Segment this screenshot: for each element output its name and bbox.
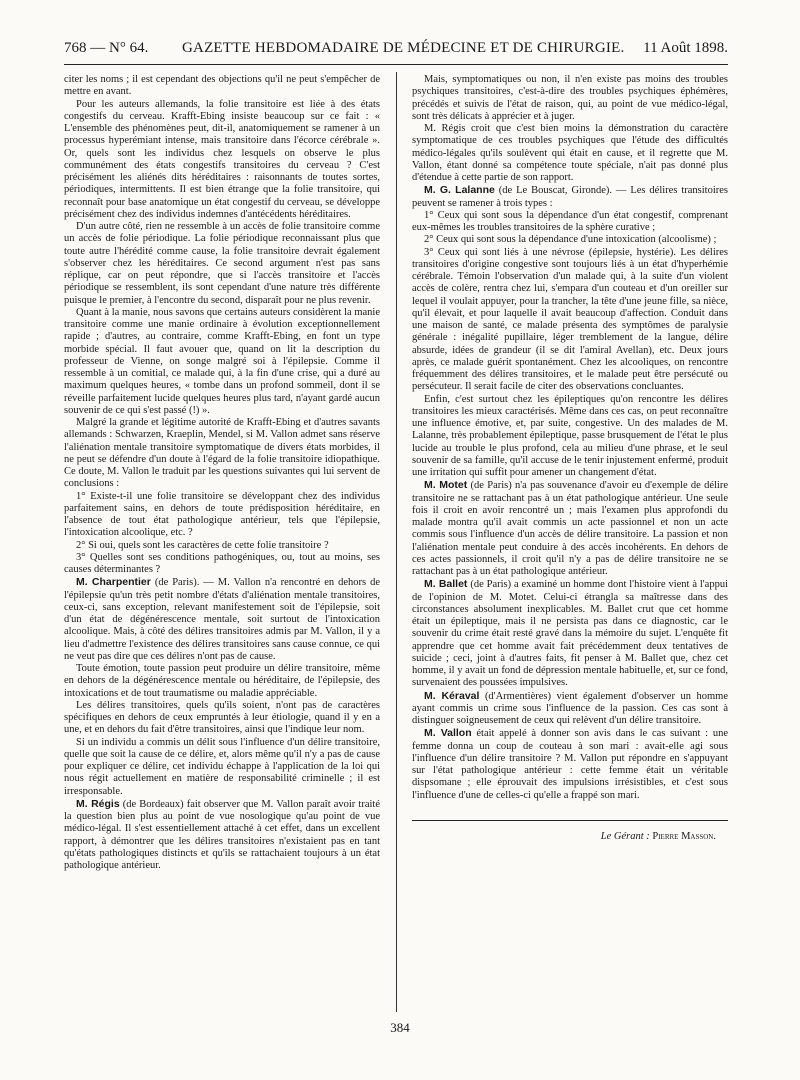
- paragraph: [412, 479, 728, 578]
- speaker-name: M. Régis: [76, 797, 120, 810]
- speaker-name: M. Ballet: [424, 578, 468, 591]
- list-item: [64, 540, 380, 552]
- issue-date: 11 Août 1898.: [643, 40, 728, 56]
- paragraph: [64, 663, 380, 700]
- paragraph-text: Les délires transitoires, quels qu'ils soient, n'ont pas de caractères spécifiques en dehors de ceux empruntés à leur étiologie, quand il y en a une, et en dehors du fait d'être transitoires, ainsi que l'indique leur nom.: [64, 699, 380, 736]
- paragraph: [412, 74, 728, 123]
- paragraph: [412, 578, 728, 689]
- paragraph-text: Pour les auteurs allemands, la folie transitoire est liée à des états congestifs du cerveau. Krafft-Ebing insiste beaucoup sur ce fait : « L'ensemble des phénomènes peut, dit-il, anatomiquement se ramener à un processus hyperémiant intense, mais transitoire dans l'écorce cérébrale ». Or, quels sont les individus chez lesquels on observe le plus communément des états congestifs transitoires du cerveau ? C'est précisément les aliénés dits héréditaires : raisonnants de toutes sortes, périodiques, intermittents. Il est bien étrange que la folie transitoire, qui reconnaît pour base anatomique un état congestif du cerveau, se développe précisément chez des individus indemnes d'antécédents héréditaires.: [64, 98, 380, 220]
- paragraph-text: D'un autre côté, rien ne ressemble à un accès de folie transitoire comme un accès de folie périodique. La folie périodique reconnaissant plus que toute autre l'hérédité comme cause, la folie transitoire devrait également s'observer chez les héréditaires. Ce second argument n'est pas sans réplique, car on peut répondre, que si l'accès transitoire et l'accès périodique se ressemblent, ils sont cependant d'une nature très différente puisque le premier, à l'encontre du second, disparaît pour ne plus revenir.: [64, 221, 380, 306]
- speaker-name: M. Kéraval: [424, 689, 480, 702]
- paragraph: [412, 123, 728, 184]
- paragraph: [64, 700, 380, 737]
- paragraph-text: Toute émotion, toute passion peut produire un délire transitoire, même en dehors de la dégénérescence mentale ou héréditaire, de l'épilepsie, des intoxications et de tout traumatisme ou maladie appréciable.: [64, 663, 380, 699]
- list-item: [412, 247, 728, 394]
- paragraph-text: (de Paris) n'a pas souvenance d'avoir eu d'exemple de délire transitoire ne se rattachant pas à un état pathologique antérieur. Une seule fois il croit en avoir rencontré un ; mais l'examen plus approfondi du malade montra qu'il avait commis un acte passionnel et non un acte commis sous l'influence d'un accès de délire transitoire. La passion et non l'aliénation mentale peut conduire à des accès incohérents. En dehors de ces actes passionnels, il croit qu'il n'y a pas de délire transitoire ne se rattachant pas à un état pathologique antérieur.: [412, 480, 729, 577]
- manager-signature: [412, 831, 728, 843]
- paragraph: [64, 307, 380, 417]
- paragraph-text: Quant à la manie, nous savons que certains auteurs considèrent la manie transitoire comme une manie ordinaire à évolution exceptionnellement rapide ; d'autres, au contraire, comme Krafft-Ebing, en font un type morbide spécial. Il faut avouer que, quand on lit la description du professeur de Vienne, on songe malgré soi à l'épilepsie. Comme il ressemble à un comitial, ce malade qui, à la fin d'une crise, qui a duré au maximum quelques heures, « tombe dans un profond sommeil, dont il se réveille parfaitement lucide quelques heures plus tard, n'ayant gardé aucun souvenir de ce qui s'est passé (!) ».: [64, 306, 380, 416]
- end-rule: [412, 820, 728, 821]
- paragraph: [64, 798, 380, 873]
- paragraph: [412, 727, 728, 802]
- paragraph-text: était appelé à donner son avis dans le cas suivant : une femme donna un coup de couteau à son mari : avait-elle agi sous l'influence d'un délire transitoire ? M. Vallon put répondre en s'appuyant sur l'état pathologique antérieur : cette femme était un véritable dispsomane ; elle éprouvait des impulsions irrésistibles, et c'est sous l'influence d'une de celles-ci qu'elle a frappé son mari.: [412, 728, 728, 801]
- paragraph: [64, 221, 380, 307]
- paragraph: [412, 690, 728, 728]
- list-item: [412, 234, 728, 246]
- running-header: [64, 38, 728, 65]
- paragraph-text: citer les noms ; il est cependant des objections qu'il ne peut s'empêcher de mettre en avant.: [64, 74, 380, 98]
- paragraph-text: 1° Existe-t-il une folie transitoire se développant chez des individus parfaitement sains, en dehors de toute prédisposition héréditaire, en l'absence de tout état pathologique antérieur, tels que l'épilepsie, l'intoxication alcoolique, etc. ?: [64, 490, 380, 539]
- paragraph-text: M. Régis croit que c'est bien moins la démonstration du caractère symptomatique de ces troubles psychiques que l'étude des difficultés médico-légales qu'ils soulèvent qui était en cause, et il regrette que M. Vallon, étant donné sa compétence toute spéciale, n'ait pas donné plus d'étendue à cette partie de son rapport.: [412, 123, 728, 183]
- list-item: [412, 210, 728, 235]
- column-divider: [396, 72, 397, 1012]
- paragraph-text: Malgré la grande et légitime autorité de Krafft-Ebing et d'autres savants allemands : Schwarzen, Kraeplin, Mendel, si M. Vallon admet sans réserve l'aliénation mentale transitoire symptomatique de divers états morbides, il ne peut se défendre d'un doute à l'égard de la folie transitoire idiopathique. Ce doute, M. Vallon le traduit par les questions suivantes qui lui servent de conclusions :: [64, 417, 380, 490]
- paragraph: [64, 737, 380, 798]
- signature-label: Le Gérant :: [600, 830, 653, 842]
- paragraph-text: (de Le Bouscat, Gironde). — Les délires transitoires peuvent se ramener à trois types :: [412, 185, 728, 209]
- paragraph: [64, 99, 380, 222]
- paragraph: [412, 394, 728, 480]
- speaker-name: M. Vallon: [424, 727, 472, 740]
- speaker-name: M. Motet: [424, 479, 468, 492]
- paragraph: [64, 576, 380, 663]
- journal-title: GAZETTE HEBDOMADAIRE DE MÉDECINE ET DE CHIRURGIE.: [182, 40, 625, 56]
- list-item: [64, 552, 380, 577]
- left-column: [64, 74, 380, 872]
- paragraph-text: Si un individu a commis un délit sous l'influence d'un délire transitoire, quelle que soit la cause de ce délire, et, alors même qu'il n'y a pas de cause pour expliquer ce délire, cet individu échappe à l'application de la loi qui nous régit actuellement en matière de responsabilité criminelle ; il est irresponsable.: [64, 736, 380, 797]
- paragraph-text: (de Paris). — M. Vallon n'a rencontré en dehors de l'épilepsie qu'un très petit nombre d'états d'aliénation mentale transitoires, ceux-ci, sans exception, relevant manifestement soit de l'épilepsie, soit d'un état de dégénérescence mentale, soit surtout de l'intoxication alcoolique. Mais, à côté des délires transitoires admis par M. Vallon, il y a lieu d'admettre l'existence des délires transitoires sans cause connue, ce qui ne veut pas dire que ces délires n'ont pas de cause.: [64, 577, 380, 662]
- signature-name: Pierre Masson.: [652, 830, 716, 842]
- paragraph-text: 3° Quelles sont ses conditions pathogéniques, ou, tout au moins, ses causes déterminantes ?: [64, 551, 380, 575]
- paragraph: [412, 184, 728, 210]
- paragraph-text: (de Bordeaux) fait observer que M. Vallon paraît avoir traité la question bien plus au point de vue nosologique qu'au point de vue médico-légal. Il s'est essentiellement attaché à cet effet, dans un excellent rapport, à démontrer que les délires transitoires n'existaient pas en tant qu'états pathologiques distincts et qu'ils se rattachaient toujours à un état pathologique antérieur.: [64, 798, 380, 871]
- paragraph: [64, 417, 380, 491]
- list-item: [64, 491, 380, 540]
- paragraph-text: (d'Armentières) vient également d'observer un homme ayant commis un crime sous l'influence de la passion. Ces cas sont à distinguer soigneusement de ceux qui relèvent d'un délire transitoire.: [412, 690, 728, 726]
- right-column: [412, 74, 728, 843]
- paragraph: [64, 74, 380, 99]
- paragraph-text: (de Paris) a examiné un homme dont l'histoire vient à l'appui de l'opinion de M. Motet. Celui-ci étrangla sa maîtresse dans des circonstances absolument inexplicables. M. Ballet crut que cet homme était un épileptique, mais il ne persista pas dans ce diagnostic, car le souvenir du crime était resté gravé dans la mémoire du sujet. L'enquête fit apprendre que cet homme avait fait précédemment deux tentatives de suicide ; ceci, joint à d'autres faits, fit penser à M. Ballet que, chez cet homme, il y avait un fond de dépression mentale habituelle, et, sur ce fond, survenaient des poussées impulsives.: [412, 579, 728, 689]
- paragraph-text: 3° Ceux qui sont liés à une névrose (épilepsie, hystérie). Les délires transitoires d'origine congestive sont toujours liés à un état d'hyperhémie cérébrale. Témoin l'observation d'un malade qui, à la suite d'un violent accès de colère, rentra chez lui, s'empara d'un couteau et d'un oreiller sur lequel il voulait appuyer, pour la trancher, la tête d'une jeune fille, sa nièce, qu'il élevait, et pour laquelle il avait beaucoup d'affection. Conduit dans une maison de santé, ce malade présenta des symptômes de paralysie générale : inégalité pupillaire, léger tremblement de la langue, délire absurde, idées de grandeur (il se dit l'amiral Avellan), etc. Deux jours après, ce malade guérit spontanément. Chez les alcooliques, on rencontre fréquemment des délires transitoires, et le malade peut être persécuté ou persécuteur. Il serait facile de citer des observations concluantes.: [412, 246, 728, 393]
- speaker-name: M. Charpentier: [76, 576, 151, 589]
- paragraph-text: 1° Ceux qui sont sous la dépendance d'un état congestif, comprenant eux-mêmes les troubles transitoires de la sphère curative ;: [412, 209, 728, 233]
- paragraph-text: 2° Ceux qui sont sous la dépendance d'une intoxication (alcoolisme) ;: [424, 234, 717, 246]
- speaker-name: M. G. Lalanne: [424, 184, 495, 197]
- paragraph-text: Enfin, c'est surtout chez les épileptiques qu'on rencontre les délires transitoires les mieux caractérisés. Même dans ces cas, on peut reconnaître une influence émotive, et, par suite, congestive. Un des malades de M. Lalanne, très probablement épileptique, passe brusquement de l'état le plus lucide au trouble le plus profond, cela au milieu d'une phrase, et le seul souvenir de sa famille, qu'il accuse de le tenir injustement enfermé, produit une irritation qui suffit pour amener un changement d'état.: [412, 393, 728, 478]
- page-issue-number: 768 — N° 64.: [64, 40, 149, 56]
- paragraph-text: Mais, symptomatiques ou non, il n'en existe pas moins des troubles psychiques transitoires, c'est-à-dire des troubles psychiques éphémères, précédés et suivis de l'état de raison, qui, au point de vue médico-légal, sont très délicats à apprécier et à juger.: [412, 74, 728, 122]
- paragraph-text: 2° Si oui, quels sont les caractères de cette folie transitoire ?: [76, 539, 329, 551]
- page-number: 384: [390, 1020, 410, 1035]
